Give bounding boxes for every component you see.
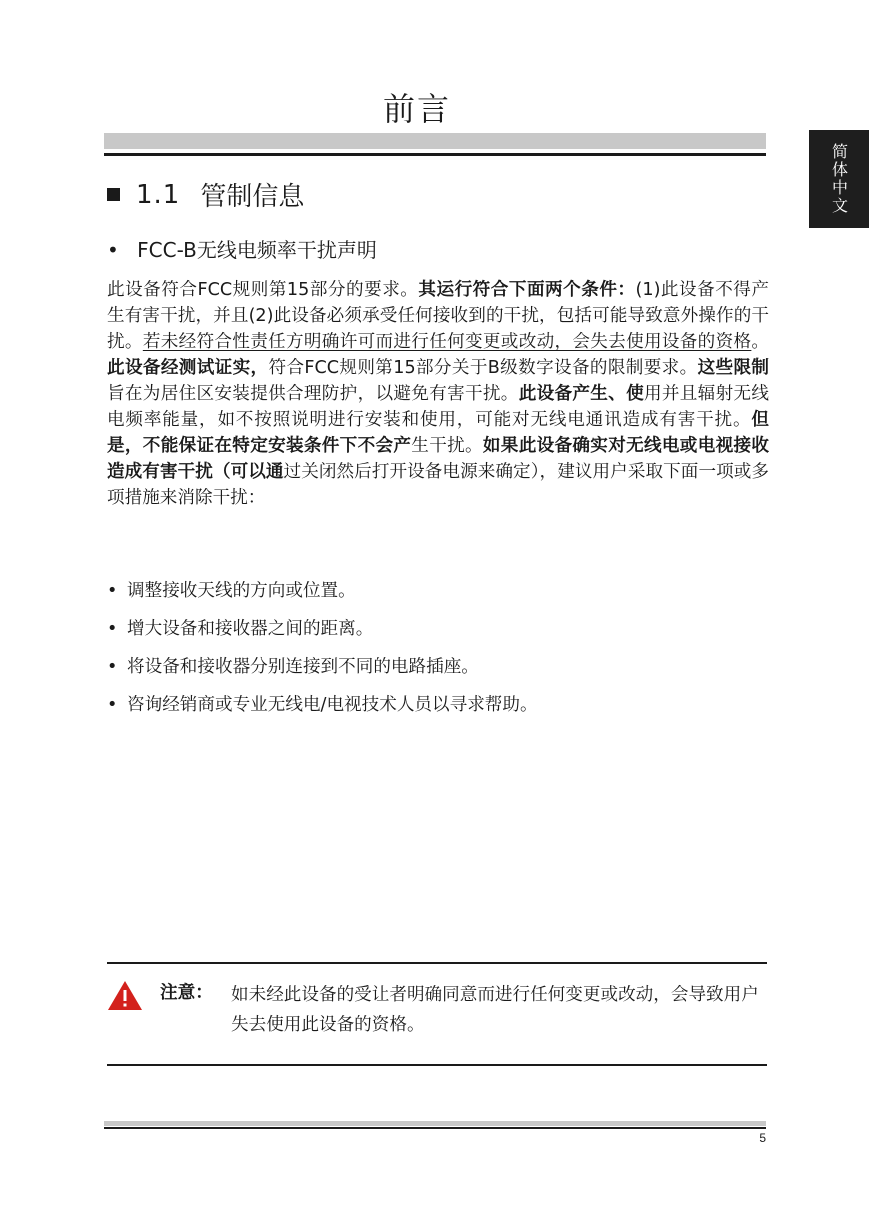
bullet-dot-icon: • bbox=[107, 657, 118, 677]
note-top-rule bbox=[107, 962, 767, 964]
bullet-dot-icon: • bbox=[107, 581, 118, 601]
body-text-run: 过关闭然后打开设备电源来确定），建议用户采取下面一项或多项措施来消除干扰： bbox=[107, 462, 769, 508]
body-text-run: 此设备经测试证实， bbox=[107, 358, 269, 378]
subheading-text: FCC-B无线电频率干扰声明 bbox=[137, 238, 377, 262]
list-item bbox=[107, 654, 538, 692]
body-text-run: 若未经符合性责任方明确许可而进行任何变更或改动，会失去使用设备的资格 bbox=[142, 332, 752, 352]
list-item bbox=[107, 616, 538, 654]
body-text-run: 。 bbox=[751, 332, 769, 352]
note-label: 注意： bbox=[160, 983, 213, 1003]
list-item-text: 咨询经销商或专业无线电/电视技术人员以寻求帮助。 bbox=[127, 695, 538, 715]
footer-rule bbox=[104, 1127, 766, 1129]
language-tab bbox=[809, 130, 869, 228]
square-bullet-icon bbox=[107, 188, 120, 201]
list-item-text: 将设备和接收器分别连接到不同的电路插座。 bbox=[127, 657, 479, 677]
body-text-run: 符合FCC规则第15部分关于B级数字设备的限制要求。 bbox=[268, 358, 698, 378]
list-item bbox=[107, 692, 538, 730]
body-text-run: 其运行符合下面两个条件： bbox=[418, 280, 636, 300]
note-text: 如未经此设备的受让者明确同意而进行任何变更或改动，会导致用户失去使用此设备的资格。 bbox=[231, 985, 759, 1035]
body-text-run: 生干扰。 bbox=[411, 436, 483, 456]
body-text-run: 这些限制 bbox=[697, 358, 769, 378]
body-text-run: 如果此设备确实对无线电或电视接收造成有害干扰（可以通 bbox=[107, 436, 769, 482]
body-text-run: 用并且辐射无线电频率能量，如不按照说明进行安装和使用，可能对无线电通讯造成有害干扰。 bbox=[107, 384, 769, 430]
body-text-run: 旨在为居住区安装提供合理防护，以避免有害干扰。 bbox=[107, 384, 519, 404]
footer-gray-bar bbox=[104, 1121, 766, 1126]
bullet-list bbox=[107, 578, 538, 730]
title-gray-bar bbox=[104, 133, 766, 149]
bullet-dot-icon: • bbox=[107, 238, 119, 262]
section-heading bbox=[107, 176, 304, 213]
section-title: 管制信息 bbox=[200, 182, 305, 212]
body-text-run: 此设备产生、使 bbox=[518, 384, 644, 404]
list-item-text: 增大设备和接收器之间的距离。 bbox=[127, 619, 374, 639]
note-bottom-rule bbox=[107, 1064, 767, 1066]
body-text-run: 此设备符合FCC规则第15部分的要求。 bbox=[107, 280, 419, 300]
body-paragraph bbox=[107, 277, 769, 511]
language-tab-label: 简体中文 bbox=[829, 143, 849, 215]
body-text-run: (1)此设备不得产生有害干扰，并且(2)此设备必须承受任何接收到的干扰，包括可能导致意外操作的干扰。 bbox=[107, 280, 769, 352]
page-number: 5 bbox=[759, 1131, 766, 1145]
title-rule bbox=[104, 153, 766, 156]
body-text-run: 但是，不能保证在特定安装条件下不会产 bbox=[107, 410, 769, 456]
bullet-dot-icon: • bbox=[107, 695, 118, 715]
subheading bbox=[107, 234, 377, 263]
list-item-text: 调整接收天线的方向或位置。 bbox=[127, 581, 356, 601]
section-number: 1.1 bbox=[136, 179, 181, 210]
page-title: 前言 bbox=[382, 90, 451, 128]
list-item bbox=[107, 578, 538, 616]
warning-triangle-icon bbox=[107, 980, 143, 1011]
bullet-dot-icon: • bbox=[107, 619, 118, 639]
